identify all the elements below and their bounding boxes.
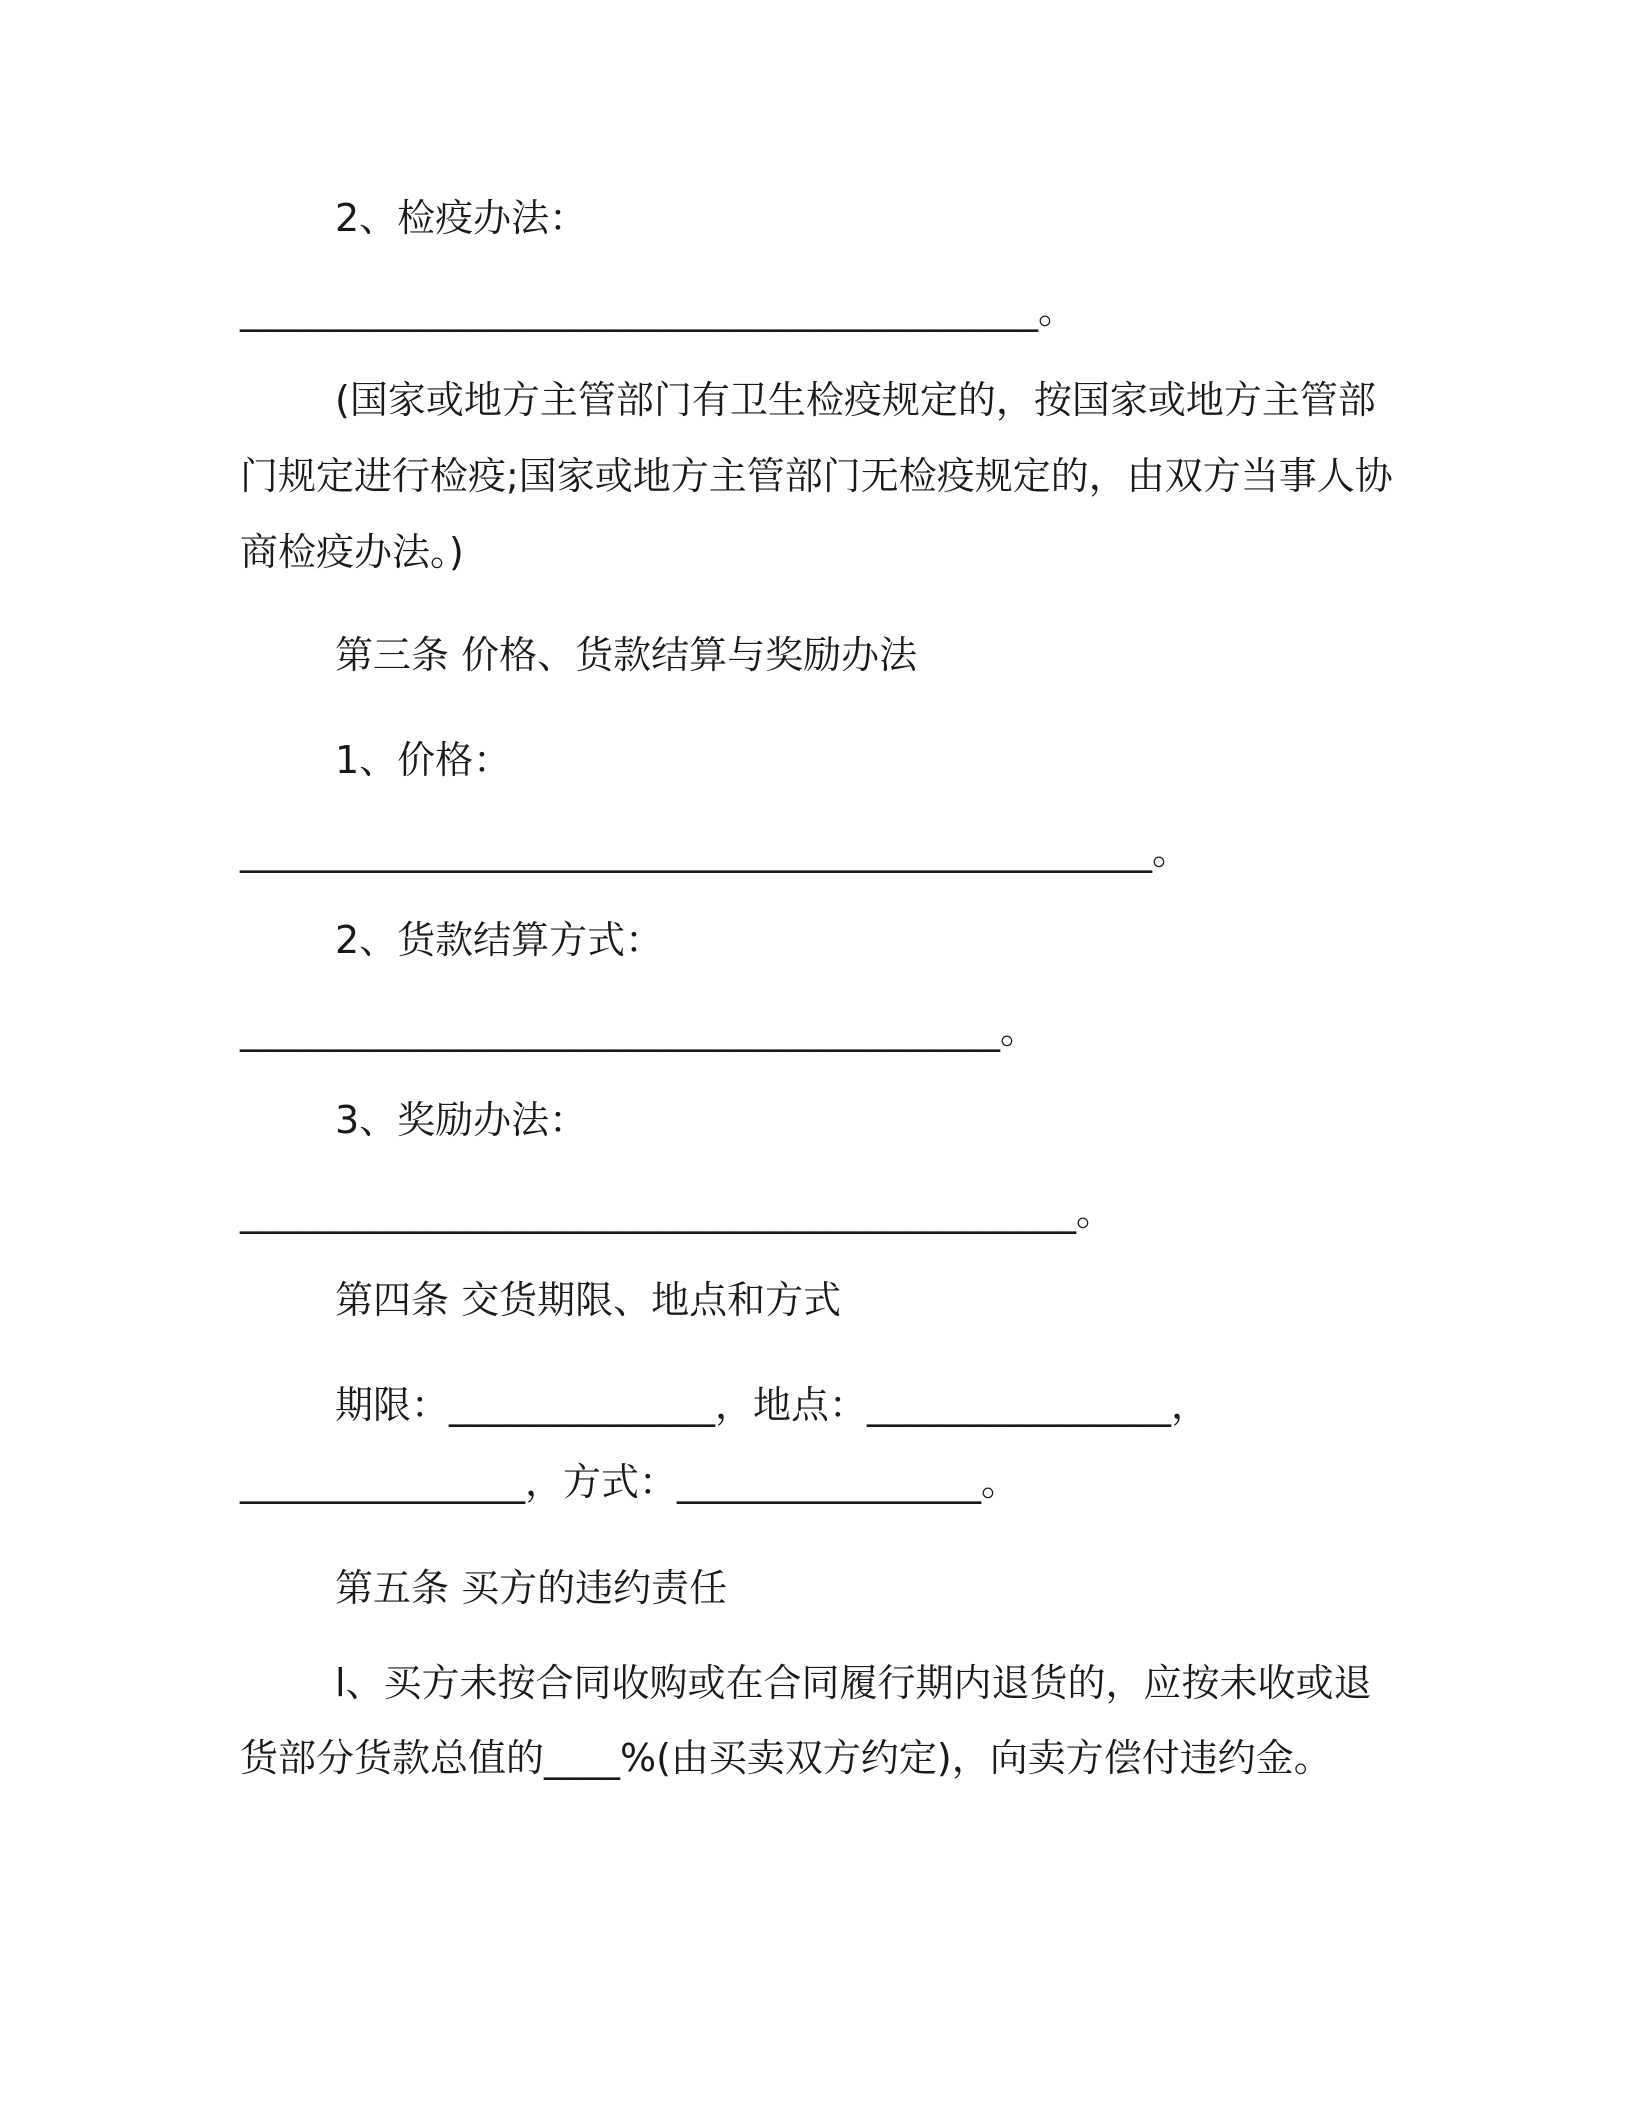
payment-method-heading: 2、货款结算方式： — [335, 918, 664, 962]
payment-method-blank: ________________________________________。 — [240, 1008, 1039, 1052]
quarantine-note-line-2: 门规定进行检疫;国家或地方主管部门无检疫规定的，由双方当事人协 — [240, 454, 1393, 498]
article-five-title: 第五条 买方的违约责任 — [335, 1566, 728, 1610]
quarantine-method-blank: __________________________________________。 — [240, 288, 1077, 332]
quarantine-note-line-3: 商检疫办法。) — [240, 530, 464, 574]
reward-method-blank: ____________________________________________。 — [240, 1190, 1115, 1234]
price-heading: 1、价格： — [335, 738, 512, 782]
article-three-title: 第三条 价格、货款结算与奖励办法 — [335, 633, 918, 677]
delivery-terms-line-1: 期限：______________，地点：________________， — [335, 1383, 1210, 1427]
quarantine-method-heading: 2、检疫办法： — [335, 196, 588, 240]
reward-method-heading: 3、奖励办法： — [335, 1098, 588, 1142]
article-four-title: 第四条 交货期限、地点和方式 — [335, 1278, 842, 1322]
breach-clause-line-1: l、买方未按合同收购或在合同履行期内退货的，应按未收或退 — [335, 1661, 1372, 1705]
price-blank: ________________________________________________。 — [240, 829, 1191, 873]
quarantine-note-line-1: (国家或地方主管部门有卫生检疫规定的，按国家或地方主管部 — [335, 378, 1376, 422]
breach-clause-line-2: 货部分货款总值的____%(由买卖双方约定)，向卖方偿付违约金。 — [240, 1736, 1332, 1780]
delivery-terms-line-2: _______________，方式：________________。 — [240, 1460, 1020, 1504]
